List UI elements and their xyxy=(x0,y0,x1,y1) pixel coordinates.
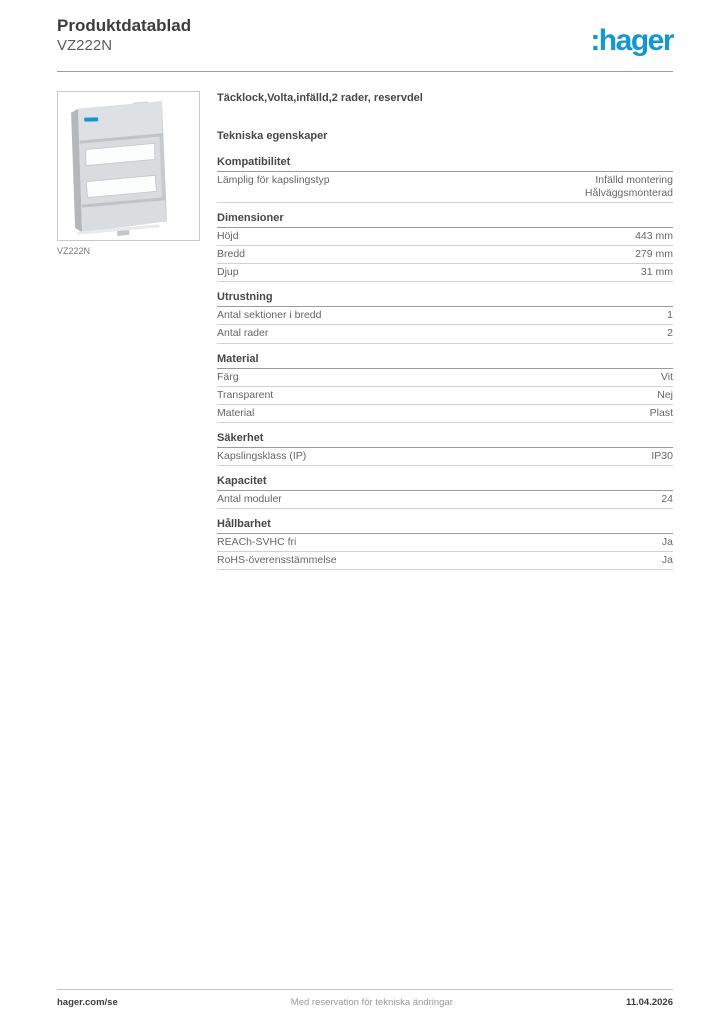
footer-date: 11.04.2026 xyxy=(625,997,673,1008)
spec-row xyxy=(217,264,673,282)
header-divider xyxy=(57,71,673,72)
spec-column xyxy=(217,91,673,580)
spec-value: IP30 xyxy=(651,449,673,462)
footer-disclaimer: Med reservation för tekniska ändringar xyxy=(290,997,453,1008)
section-rows xyxy=(217,228,673,282)
spec-value: Infälld montering Hålväggsmonterad xyxy=(584,173,673,199)
spec-row xyxy=(217,387,673,405)
spec-row xyxy=(217,405,673,423)
spec-label: Färg xyxy=(217,370,239,383)
spec-value: Ja xyxy=(661,536,673,549)
product-reference: VZ222N xyxy=(57,37,113,55)
spec-row xyxy=(217,491,673,509)
spec-section xyxy=(217,518,673,570)
spec-row xyxy=(217,448,673,466)
spec-value: Nej xyxy=(657,388,673,401)
spec-label: Antal sektioner i bredd xyxy=(217,309,322,322)
section-rows xyxy=(217,307,673,343)
spec-value: Ja xyxy=(661,554,673,567)
section-title: Hållbarhet xyxy=(217,518,673,534)
footer-website: hager.com/se xyxy=(57,997,118,1008)
section-title: Kompatibilitet xyxy=(217,156,673,172)
spec-row xyxy=(217,246,673,264)
page-header xyxy=(57,16,673,57)
spec-section xyxy=(217,212,673,282)
spec-value: 279 mm xyxy=(635,248,673,261)
section-rows xyxy=(217,172,673,203)
section-title: Utrustning xyxy=(217,291,673,307)
spec-row xyxy=(217,325,673,343)
spec-row xyxy=(217,369,673,387)
spec-label: Antal moduler xyxy=(217,493,282,506)
spec-value: 24 xyxy=(661,493,673,506)
page-footer xyxy=(57,989,673,1008)
spec-section xyxy=(217,291,673,343)
section-rows xyxy=(217,491,673,509)
spec-row xyxy=(217,552,673,570)
product-photo xyxy=(58,92,199,240)
product-image-column xyxy=(57,91,200,256)
spec-row xyxy=(217,228,673,246)
spec-label: Bredd xyxy=(217,248,246,261)
section-rows xyxy=(217,369,673,423)
technical-characteristics-heading: Tekniska egenskaper xyxy=(217,129,328,142)
spec-section xyxy=(217,432,673,466)
section-rows xyxy=(217,448,673,466)
spec-label: Höjd xyxy=(217,229,239,242)
spec-value: 1 xyxy=(667,309,673,322)
spec-label: Antal rader xyxy=(217,327,269,340)
content-columns xyxy=(57,91,673,580)
spec-label: Material xyxy=(217,406,255,419)
document-title: Produktdatablad xyxy=(57,16,192,35)
spec-label: RoHS-överensstämmelse xyxy=(217,554,337,567)
spec-row xyxy=(217,172,673,203)
spec-label: REACh-SVHC fri xyxy=(217,536,297,549)
hager-logo: :hager xyxy=(590,24,673,57)
header-titles xyxy=(57,16,191,57)
spec-value: Plast xyxy=(649,406,673,419)
section-title: Säkerhet xyxy=(217,432,673,448)
spec-label: Djup xyxy=(217,266,239,279)
spec-row xyxy=(217,307,673,325)
spec-label: Lämplig för kapslingstyp xyxy=(217,173,330,186)
product-description-title: Täcklock,Volta,infälld,2 rader, reservdel xyxy=(217,91,423,104)
product-image-caption: VZ222N xyxy=(57,245,91,256)
spec-value: 443 mm xyxy=(635,229,673,242)
spec-section xyxy=(217,475,673,509)
spec-row xyxy=(217,534,673,552)
spec-label: Transparent xyxy=(217,388,274,401)
section-rows xyxy=(217,534,673,570)
section-title: Dimensioner xyxy=(217,212,673,228)
spec-value: 2 xyxy=(667,327,673,340)
spec-value: 31 mm xyxy=(640,266,673,279)
spec-value: Vit xyxy=(660,370,673,383)
section-title: Material xyxy=(217,353,673,369)
spec-label: Kapslingsklass (IP) xyxy=(217,449,307,462)
product-image-frame xyxy=(57,91,200,241)
section-title: Kapacitet xyxy=(217,475,673,491)
spec-sections xyxy=(217,156,673,571)
spec-section xyxy=(217,156,673,203)
spec-section xyxy=(217,353,673,423)
